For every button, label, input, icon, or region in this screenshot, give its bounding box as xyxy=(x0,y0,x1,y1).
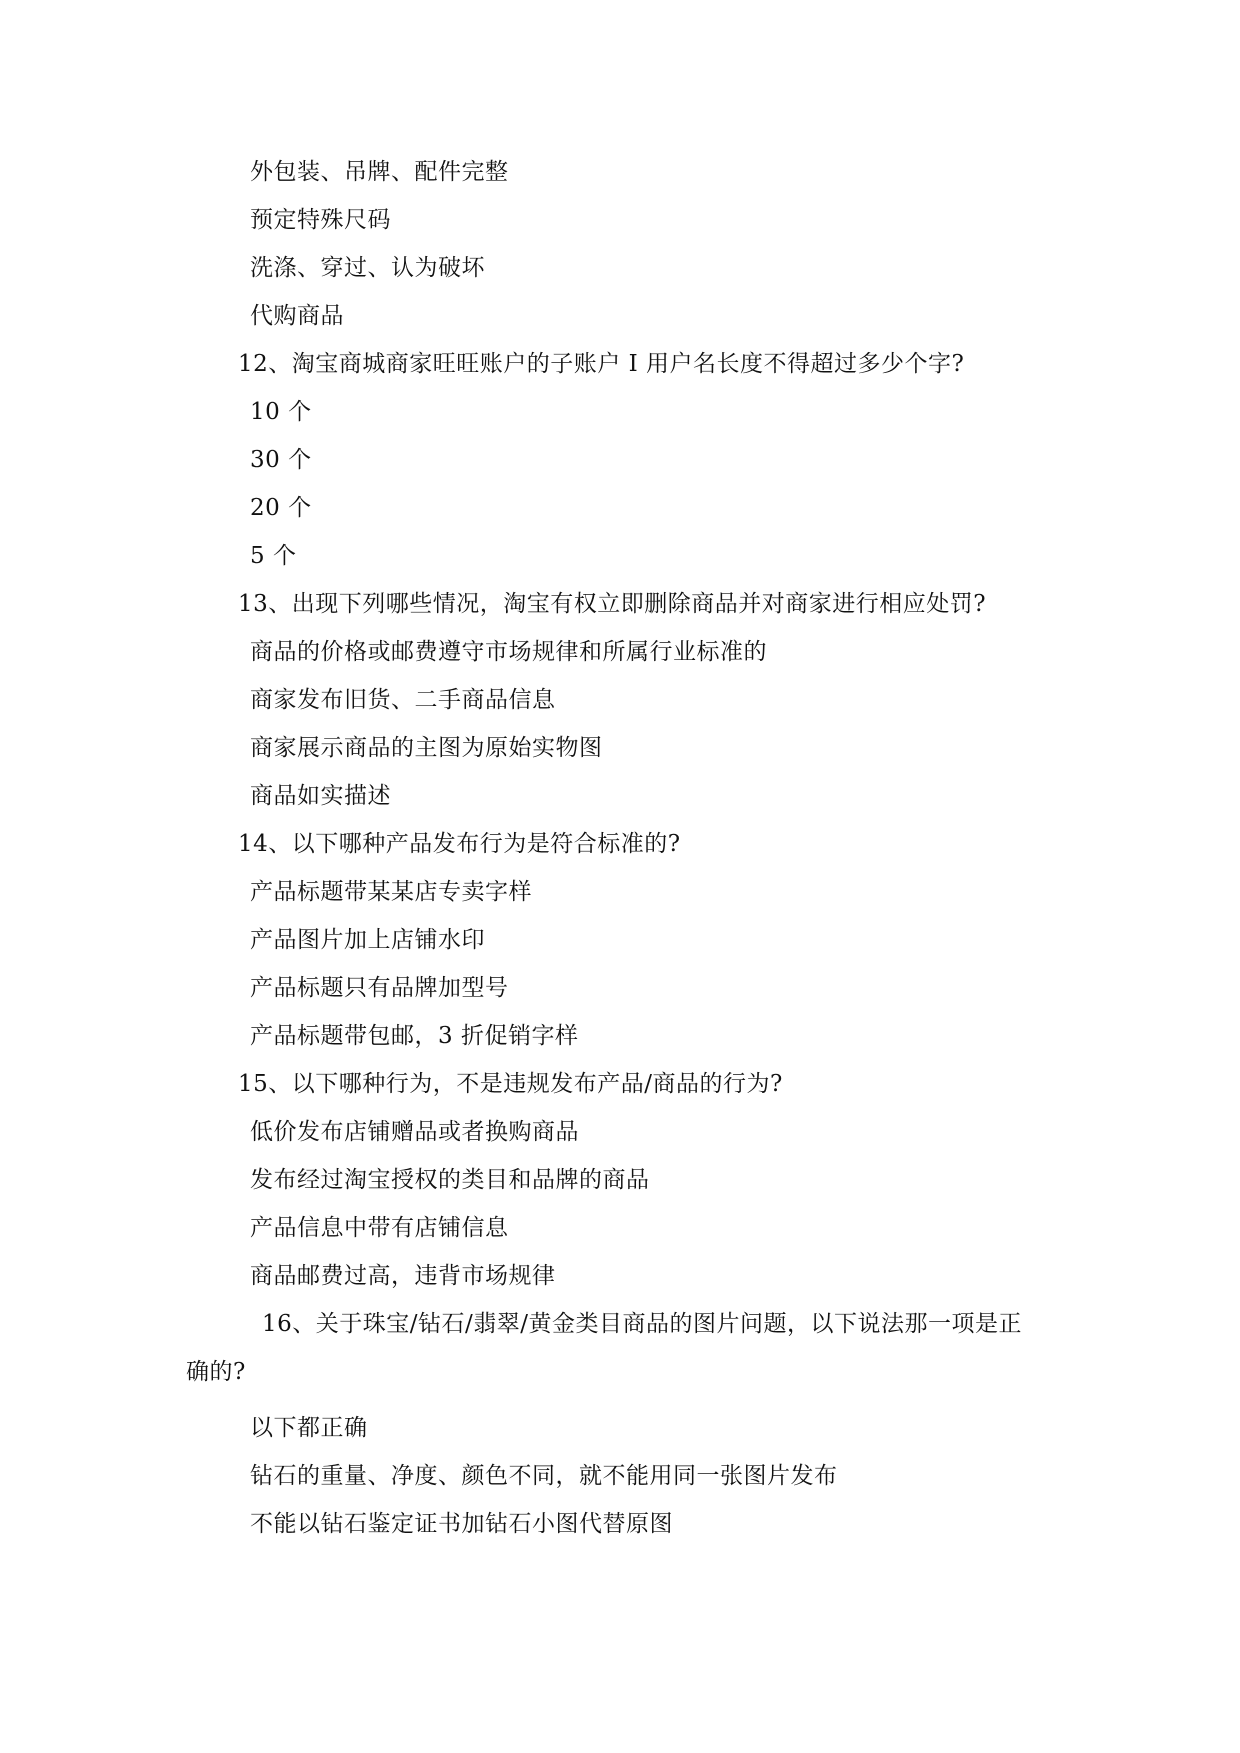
question-13: 13、出现下列哪些情况，淘宝有权立即删除商品并对商家进行相应处罚? xyxy=(238,591,987,617)
question-12: 12、淘宝商城商家旺旺账户的子账户 I 用户名长度不得超过多少个字? xyxy=(238,351,965,377)
question-16-continued: 确的? xyxy=(186,1359,246,1385)
option-text: 代购商品 xyxy=(250,303,344,329)
option-text: 产品标题只有品牌加型号 xyxy=(250,975,509,1001)
option-text: 洗涤、穿过、认为破坏 xyxy=(250,255,485,281)
option-text: 产品标题带包邮，3 折促销字样 xyxy=(250,1023,579,1049)
option-text: 商品的价格或邮费遵守市场规律和所属行业标准的 xyxy=(250,639,767,665)
option-text: 外包装、吊牌、配件完整 xyxy=(250,159,509,185)
option-text: 产品信息中带有店铺信息 xyxy=(250,1215,509,1241)
option-text: 不能以钻石鉴定证书加钻石小图代替原图 xyxy=(250,1511,673,1537)
option-text: 商家发布旧货、二手商品信息 xyxy=(250,687,556,713)
option-text: 低价发布店铺赠品或者换购商品 xyxy=(250,1119,579,1145)
option-text: 商品如实描述 xyxy=(250,783,391,809)
option-text: 10 个 xyxy=(250,399,312,425)
question-15: 15、以下哪种行为，不是违规发布产品/商品的行为? xyxy=(238,1071,783,1097)
option-text: 商家展示商品的主图为原始实物图 xyxy=(250,735,603,761)
question-16: 16、关于珠宝/钻石/翡翠/黄金类目商品的图片问题，以下说法那一项是正 xyxy=(262,1311,1023,1337)
option-text: 钻石的重量、净度、颜色不同，就不能用同一张图片发布 xyxy=(250,1463,838,1489)
option-text: 20 个 xyxy=(250,495,312,521)
option-text: 以下都正确 xyxy=(250,1415,368,1441)
option-text: 商品邮费过高，违背市场规律 xyxy=(250,1263,556,1289)
option-text: 5 个 xyxy=(250,543,297,569)
option-text: 发布经过淘宝授权的类目和品牌的商品 xyxy=(250,1167,650,1193)
question-14: 14、以下哪种产品发布行为是符合标准的? xyxy=(238,831,681,857)
option-text: 30 个 xyxy=(250,447,312,473)
option-text: 产品标题带某某店专卖字样 xyxy=(250,879,532,905)
option-text: 产品图片加上店铺水印 xyxy=(250,927,485,953)
option-text: 预定特殊尺码 xyxy=(250,207,391,233)
